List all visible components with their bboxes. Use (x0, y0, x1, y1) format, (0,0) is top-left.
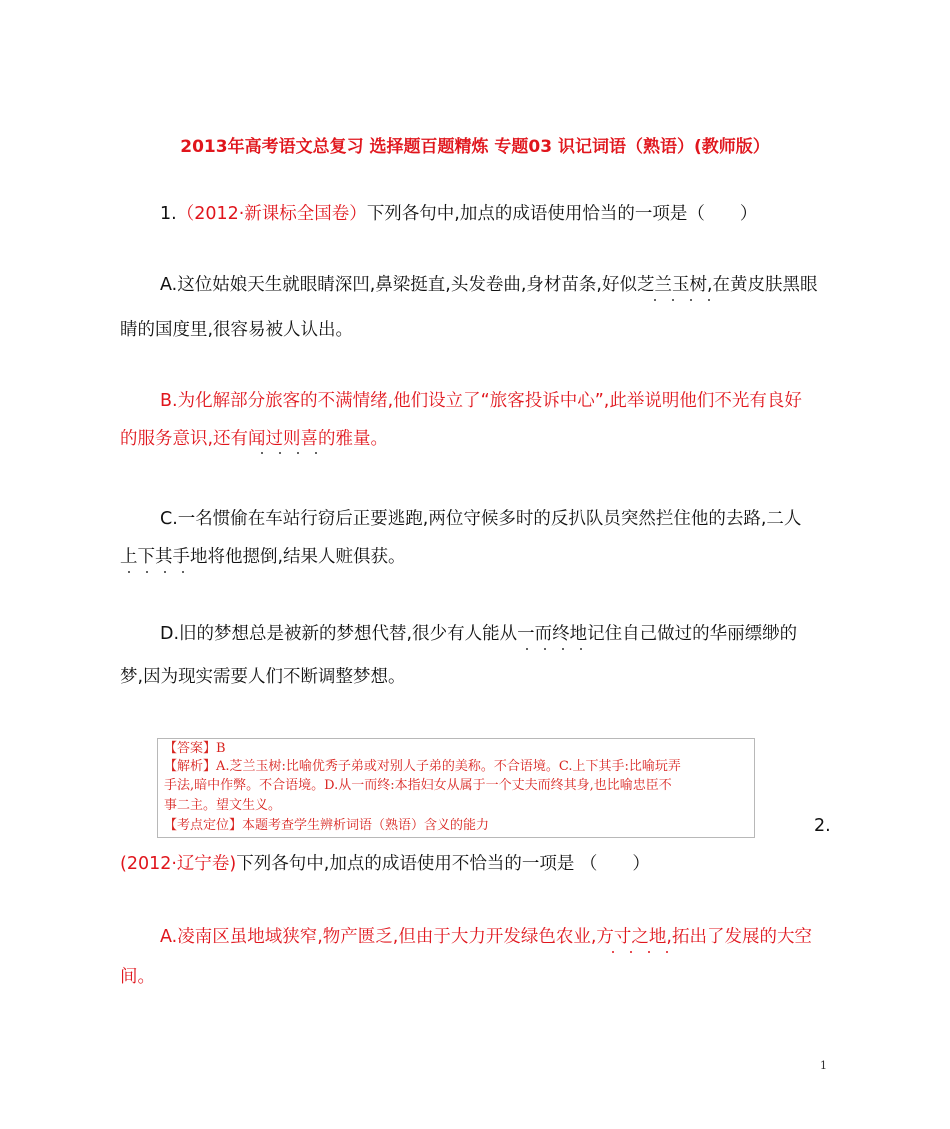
option-d-line-2: 梦,因为现实需要人们不断调整梦想。 (120, 667, 406, 687)
analysis-line-3: 事二主。望文生义。 (164, 798, 282, 813)
option-c-line-2: 上下其手地将他摁倒,结果人赃俱获。 (120, 547, 406, 567)
option-b-line-2: 的服务意识,还有闻过则喜的雅量。 (120, 429, 389, 449)
question-1-stem-line (160, 202, 757, 226)
question-2-stem: 下列各句中,加点的成语使用不恰当的一项是 （ ） (236, 854, 650, 874)
question-1-stem: 下列各句中,加点的成语使用恰当的一项是（ ） (366, 204, 758, 224)
question-2-stem-line (120, 852, 650, 876)
question-2-number: 2. (814, 816, 831, 836)
analysis-line-1: 【解析】A.芝兰玉树:比喻优秀子弟或对别人子弟的美称。不合语境。C.上下其手:比喻玩弄 (164, 759, 681, 774)
option-c-line-1: C.一名惯偷在车站行窃后正要逃跑,两位守候多时的反扒队员突然拦住他的去路,二人 (160, 509, 802, 529)
question-2-source: (2012·辽宁卷) (120, 854, 237, 874)
analysis-line-2: 手法,暗中作弊。不合语境。D.从一而终:本指妇女从属于一个丈夫而终其身,也比喻忠臣不 (164, 778, 672, 793)
q2-option-a-line-2: 间。 (120, 967, 155, 987)
option-d-line-1: D.旧的梦想总是被新的梦想代替,很少有人能从一而终地记住自己做过的华丽缥缈的 (160, 624, 798, 644)
option-a-line-2: 睛的国度里,很容易被人认出。 (120, 320, 354, 340)
test-point-line: 【考点定位】本题考查学生辨析词语（熟语）含义的能力 (164, 818, 490, 833)
document-title: 2013年高考语文总复习 选择题百题精炼 专题03 识记词语（熟语）(教师版） (180, 137, 770, 157)
answer-explanation-box (157, 738, 755, 838)
answer-line: 【答案】B (164, 741, 226, 756)
option-b-line-1: B.为化解部分旅客的不满情绪,他们设立了“旅客投诉中心”,此举说明他们不光有良好 (160, 391, 802, 411)
question-1-source: （2012·新课标全国卷） (176, 204, 367, 224)
option-a-line-1: A.这位姑娘天生就眼睛深凹,鼻梁挺直,头发卷曲,身材苗条,好似芝兰玉树,在黄皮肤黑眼 (160, 275, 818, 295)
q2-option-a-line-1: A.凌南区虽地域狭窄,物产匮乏,但由于大力开发绿色农业,方寸之地,拓出了发展的大空 (160, 927, 812, 947)
question-1-number: 1. (160, 204, 177, 224)
page-number: 1 (820, 1059, 827, 1072)
